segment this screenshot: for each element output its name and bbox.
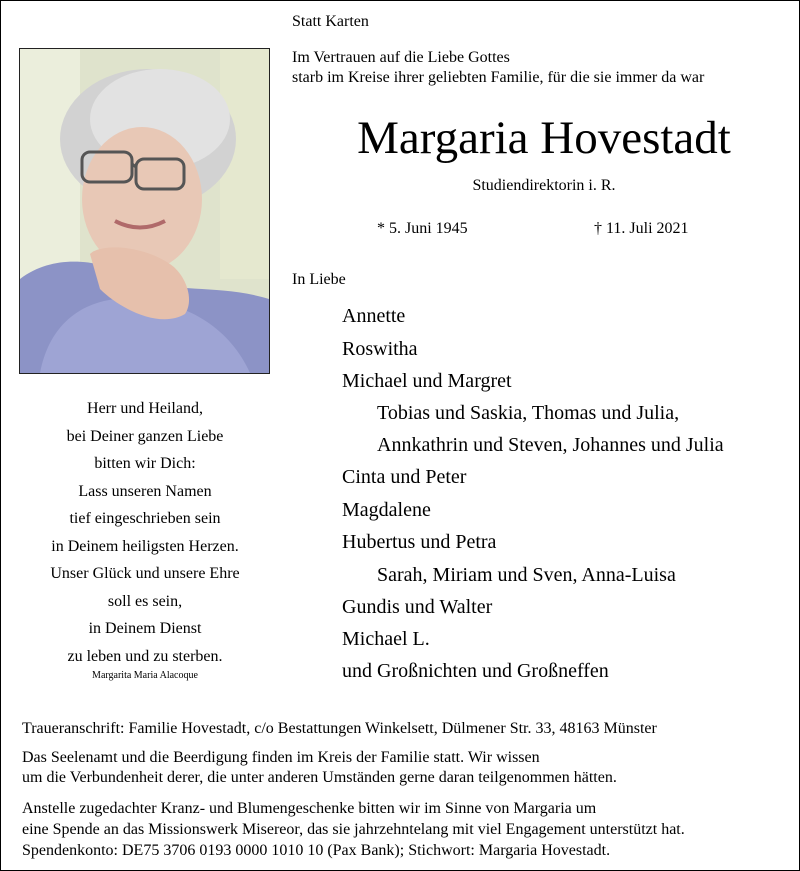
mourner-name: Tobias und Saskia, Thomas und Julia,	[377, 402, 680, 424]
poem-line: Unser Glück und unsere Ehre	[50, 565, 240, 582]
mourner-name: Roswitha	[342, 338, 418, 360]
poem-line: bitten wir Dich:	[94, 455, 196, 472]
mourner-name: Hubertus und Petra	[342, 531, 497, 553]
poem-line: in Deinem Dienst	[88, 620, 202, 637]
mourner-name: Michael und Margret	[342, 370, 512, 392]
intro-line-1: Im Vertrauen auf die Liebe Gottes	[292, 49, 510, 66]
poem-line: Lass unseren Namen	[78, 482, 212, 500]
portrait-illustration	[20, 49, 269, 373]
death-date: † 11. Juli 2021	[594, 220, 689, 237]
statt-karten-label: Statt Karten	[292, 13, 369, 30]
mourner-name: Magdalene	[342, 499, 431, 521]
mourner-name: Gundis und Walter	[342, 596, 493, 618]
mourner-name: Annette	[342, 305, 406, 327]
mourner-name: Michael L.	[342, 628, 430, 650]
poem	[20, 395, 270, 670]
birth-date: * 5. Juni 1945	[377, 220, 468, 237]
deceased-name: Margaria Hovestadt	[357, 112, 731, 164]
poem-author: Margarita Maria Alacoque	[92, 670, 198, 681]
donation-line-1: Anstelle zugedachter Kranz- und Blumengeschenke bitten wir im Sinne von Margaria um	[22, 800, 597, 817]
ceremony-line-1: Das Seelenamt und die Beerdigung finden im Kreis der Familie statt. Wir wissen	[22, 749, 540, 766]
intro-line-2: starb im Kreise ihrer geliebten Familie, für die sie immer da war	[292, 69, 705, 86]
funeral-address: Traueranschrift: Familie Hovestadt, c/o Bestattungen Winkelsett, Dülmener Str. 33, 48163 Münster	[22, 720, 657, 737]
poem-line: zu leben und zu sterben.	[67, 647, 223, 665]
mourner-name: und Großnichten und Großneffen	[342, 660, 609, 682]
poem-line: in Deinem heiligsten Herzen.	[51, 537, 239, 555]
poem-line: tief eingeschrieben sein	[69, 510, 221, 527]
deceased-title: Studiendirektorin i. R.	[472, 177, 616, 194]
mourner-name: Sarah, Miriam und Sven, Anna-Luisa	[377, 564, 676, 586]
ceremony-line-2: um die Verbundenheit derer, die unter anderen Umständen gerne daran teilgenommen hätten.	[22, 769, 617, 786]
donation-line-2: eine Spende an das Missionswerk Misereor, das sie jahrzehntelang mit viel Engagement unterstützt hat.	[22, 821, 685, 838]
poem-line: soll es sein,	[107, 592, 183, 610]
in-liebe-label: In Liebe	[292, 271, 346, 288]
donation-line-3: Spendenkonto: DE75 3706 0193 0000 1010 10 (Pax Bank); Stichwort: Margaria Hovestadt.	[22, 842, 611, 859]
mourner-name: Annkathrin und Steven, Johannes und Julia	[377, 434, 724, 456]
portrait-photo	[19, 48, 270, 374]
poem-line: Herr und Heiland,	[87, 400, 203, 417]
poem-line: bei Deiner ganzen Liebe	[66, 427, 224, 445]
mourner-name: Cinta und Peter	[342, 466, 467, 488]
